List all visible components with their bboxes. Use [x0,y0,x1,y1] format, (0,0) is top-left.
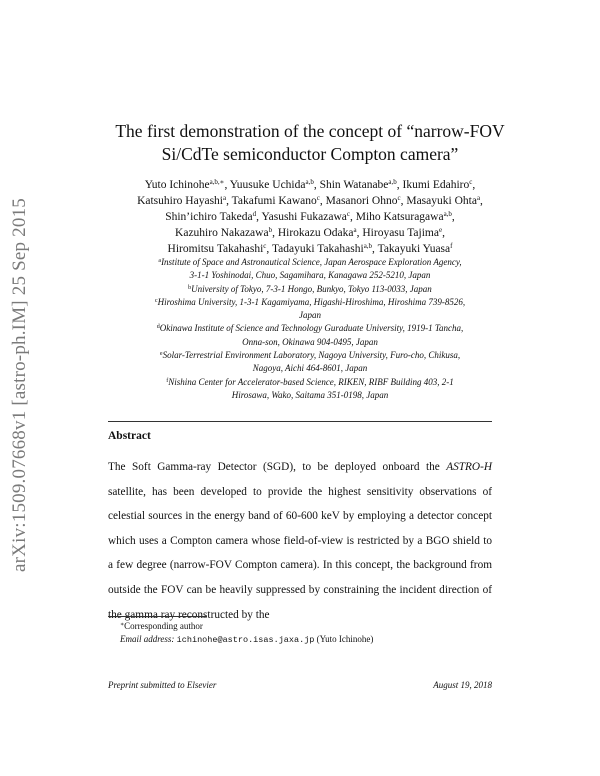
author-name: Takafumi Kawano [231,195,317,207]
affiliation-text: University of Tokyo, 7-3-1 Hongo, Bunkyo, Tokyo 113-0033, Japan [191,283,432,294]
author-name: Hiromitsu Takahashi [167,243,264,255]
email-label: Email address: [120,634,175,644]
page-footer [108,680,492,690]
footer-date: August 19, 2018 [433,680,492,690]
author-separator: , [349,211,356,223]
author-separator: , [372,243,378,255]
affiliation-mark: b [188,284,192,291]
author-name: Miho Katsuragawa [355,211,444,223]
author-name: Masayuki Ohta [406,195,477,207]
author-separator: , [226,195,232,207]
author-name: Shin Watanabe [319,179,389,191]
author-affiliation-mark: a,b,∗ [209,178,225,186]
affiliation-text: Hirosawa, Wako, Saitama 351-0198, Japan [231,389,389,400]
author-affiliation-mark: f [450,242,453,250]
affiliation-line [106,256,514,269]
abstract-mission-name: ASTRO-H [446,461,492,473]
author-name: Yasushi Fukazawa [261,211,347,223]
author-affiliation-mark: a [353,226,357,234]
affiliation-mark: a [158,258,162,264]
author-name: Hiroyasu Tajima [362,227,439,239]
author-affiliation-mark: a,b [305,178,314,186]
author-line [90,193,530,209]
abstract-text-2: satellite, has been developed to provide the highest sensitivity observations of celestial sources in the energy band of 60-600 keV by employing a detector concept which uses a Compton camera whose field-of-view is restricted by a BGO shield to a few degree (narrow-FOV Compton camera). In this concept, the background from outside the FOV can be heavily suppressed by constraining the incident direction of the gamma ray reconstructed by the [108,485,492,621]
affiliation-text: Institute of Space and Astronautical Science, Japan Aerospace Exploration Agency, [161,257,462,267]
abstract-heading: Abstract [108,430,151,442]
author-affiliation-mark: a,b [363,242,373,250]
author-name: Yuto Ichinohe [144,179,210,191]
author-name: Takayuki Yuasa [377,243,451,255]
corresponding-author-note [108,620,492,633]
author-separator: , [356,227,363,239]
arxiv-stamp [0,190,40,580]
title-line-1: The first demonstration of the concept of “narrow-FOV [115,121,505,141]
author-name: Masanori Ohno [325,195,398,207]
abstract-text-1: The Soft Gamma-ray Detector (SGD), to be deployed onboard the [108,461,447,473]
arxiv-stamp-text: arXiv:1509.07668v1 [astro-ph.IM] 25 Sep 2015 [9,198,31,572]
author-separator: , [400,195,407,207]
author-affiliation-mark: a,b [443,210,452,218]
affiliation-text: Hiroshima University, 1-3-1 Kagamiyama, Higashi-Hiroshima, Hiroshima 739-8526, [157,296,466,307]
title-line-2: Si/CdTe semiconductor Compton camera” [161,144,459,164]
author-name: Hirokazu Odaka [277,227,354,239]
affiliation-line [106,269,514,282]
author-separator: , [256,211,262,223]
affiliation-text: Solar-Terrestrial Environment Laboratory, Nagoya University, Furo-cho, Chikusa, [162,350,461,361]
footnote-rule [108,616,206,617]
affiliation-line [106,296,514,309]
email-note [108,633,492,647]
author-separator: , [442,227,445,239]
corresponding-label: Corresponding author [124,621,203,631]
author-affiliation-mark: c [469,178,473,186]
affiliation-line [106,376,514,389]
author-name: Kazuhiro Nakazawa [175,227,269,239]
author-affiliation-mark: a,b [388,178,397,186]
author-affiliation-mark: d [252,210,257,218]
footnotes [108,620,492,647]
affiliation-list [106,256,514,402]
affiliation-mark: f [166,377,169,384]
affiliation-text: 3-1-1 Yoshinodai, Chuo, Sagamihara, Kanagawa 252-5210, Japan [189,270,431,281]
author-line [90,177,530,193]
author-name: Yuusuke Uchida [229,179,306,191]
author-name: Shin’ichiro Takeda [165,211,253,223]
affiliation-line [106,283,514,296]
affiliation-mark: c [154,297,158,304]
affiliation-text: Nishina Center for Accelerator-based Science, RIKEN, RIBF Building 403, 2-1 [168,376,454,387]
author-affiliation-mark: b [268,226,273,234]
footer-preprint-note: Preprint submitted to Elsevier [108,680,217,690]
affiliation-mark: d [156,324,160,331]
affiliation-text: Okinawa Institute of Science and Technology Guraduate University, 1919-1 Tancha, [159,323,464,334]
author-line [90,225,530,241]
author-affiliation-mark: a [223,194,227,202]
author-affiliation-mark: c [316,194,320,202]
paper-title [90,120,530,166]
author-separator: , [224,179,230,191]
author-name: Katsuhiro Hayashi [137,195,223,207]
author-separator: , [451,211,455,223]
email-owner: (Yuto Ichinohe) [316,634,374,644]
author-separator: , [480,195,483,207]
affiliation-text: Nagoya, Aichi 464-8601, Japan [252,363,368,374]
author-separator: , [319,195,326,207]
affiliation-text: Japan [299,310,321,321]
author-line [90,209,530,225]
author-separator: , [313,179,320,191]
affiliation-mark: e [159,351,163,358]
author-affiliation-mark: c [397,194,401,202]
author-name: Tadayuki Takahashi [271,243,364,255]
email-address[interactable]: ichinohe@astro.isas.jaxa.jp [176,635,315,645]
author-line [90,241,530,257]
author-affiliation-mark: c [346,210,350,218]
author-separator: , [272,227,278,239]
affiliation-line [106,362,514,375]
author-separator: , [396,179,403,191]
author-affiliation-mark: a [476,194,481,202]
author-affiliation-mark: e [438,226,443,234]
abstract-body [108,455,492,627]
abstract-paragraph [108,455,492,627]
abstract-top-rule [108,421,492,422]
affiliation-line [106,389,514,402]
affiliation-line [106,309,514,322]
author-separator: , [266,243,272,255]
author-separator: , [472,179,476,191]
author-name: Ikumi Edahiro [402,179,470,191]
corresponding-mark: ∗ [120,622,125,628]
affiliation-line [106,336,514,349]
affiliation-line [106,322,514,335]
author-affiliation-mark: c [263,242,267,250]
affiliation-line [106,349,514,362]
affiliation-text: Onna-son, Okinawa 904-0495, Japan [242,336,378,347]
author-list [90,177,530,257]
